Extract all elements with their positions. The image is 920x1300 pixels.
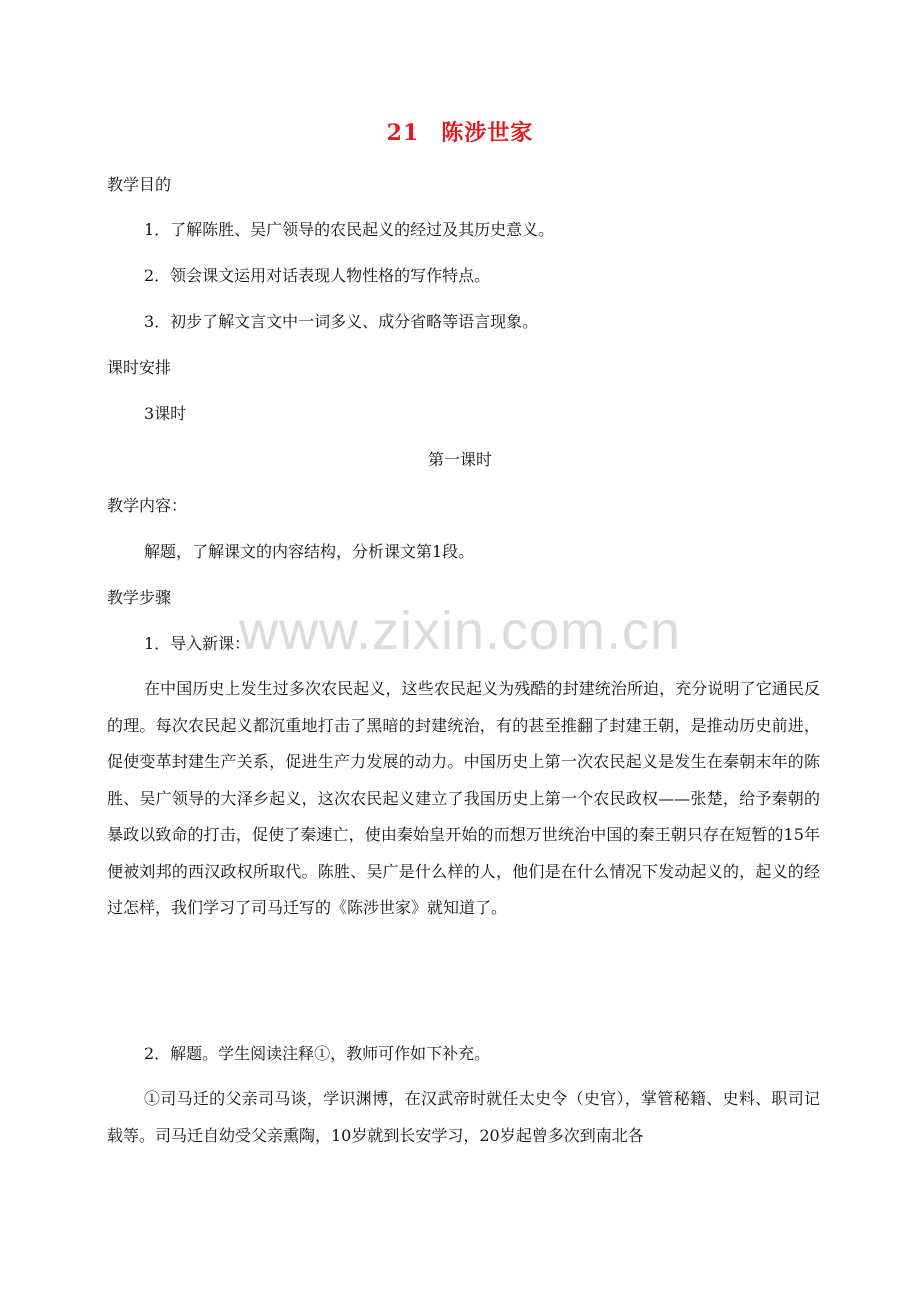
- lesson1-heading: 第一课时: [427, 450, 492, 469]
- steps-heading: 教学步骤: [107, 588, 172, 607]
- lesson-number: 21: [386, 120, 420, 146]
- schedule-value: 3课时: [144, 404, 187, 423]
- content-text: 解题，了解课文的内容结构，分析课文第1段。: [144, 542, 475, 561]
- step2-heading: 2．解题。学生阅读注释①，教师可作如下补充。: [144, 1044, 491, 1063]
- objective-item-1: 1．了解陈胜、吴广领导的农民起义的经过及其历史意义。: [144, 220, 555, 239]
- content-heading: 教学内容：: [107, 496, 188, 515]
- step2-paragraph: ①司马迁的父亲司马谈，学识渊博，在汉武帝时就任太史令（史官），掌管秘籍、史料、职司记载等。司马迁自幼受父亲熏陶，10岁就到长安学习，20岁起曾多次到南北各: [107, 1089, 820, 1145]
- schedule-heading: 课时安排: [107, 358, 172, 377]
- step1-paragraph: 在中国历史上发生过多次农民起义，这些农民起义为残酷的封建统治所迫，充分说明了它通民反的理。每次农民起义都沉重地打击了黑暗的封建统治，有的甚至推翻了封建王朝，是推动历史前进，促使变革封建生产关系，促进生产力发展的动力。中国历史上第一次农民起义是发生在秦朝末年的陈胜、吴广领导的大泽乡起义，这次农民起义建立了我国历史上第一个农民政权——张楚，给予秦朝的暴政以致命的打击，促使了秦速亡，使由秦始皇开始的而想万世统治中国的秦王朝只存在短暂的15年便被刘邦的西汉政权所取代。陈胜、吴广是什么样的人，他们是在什么情况下发动起义的，起义的经过怎样，我们学习了司马迁写的《陈涉世家》就知道了。: [107, 679, 820, 917]
- step1-heading: 1．导入新课：: [144, 634, 251, 653]
- lesson-title: [0, 116, 920, 147]
- objective-item-2: 2．领会课文运用对话表现人物性格的写作特点。: [144, 266, 491, 285]
- lesson-title-text: 陈涉世家: [441, 120, 534, 146]
- objective-item-3: 3．初步了解文言文中一词多义、成分省略等语言现象。: [144, 312, 539, 331]
- watermark: www.zixin.com.cn: [238, 601, 682, 661]
- objectives-heading: 教学目的: [107, 175, 172, 194]
